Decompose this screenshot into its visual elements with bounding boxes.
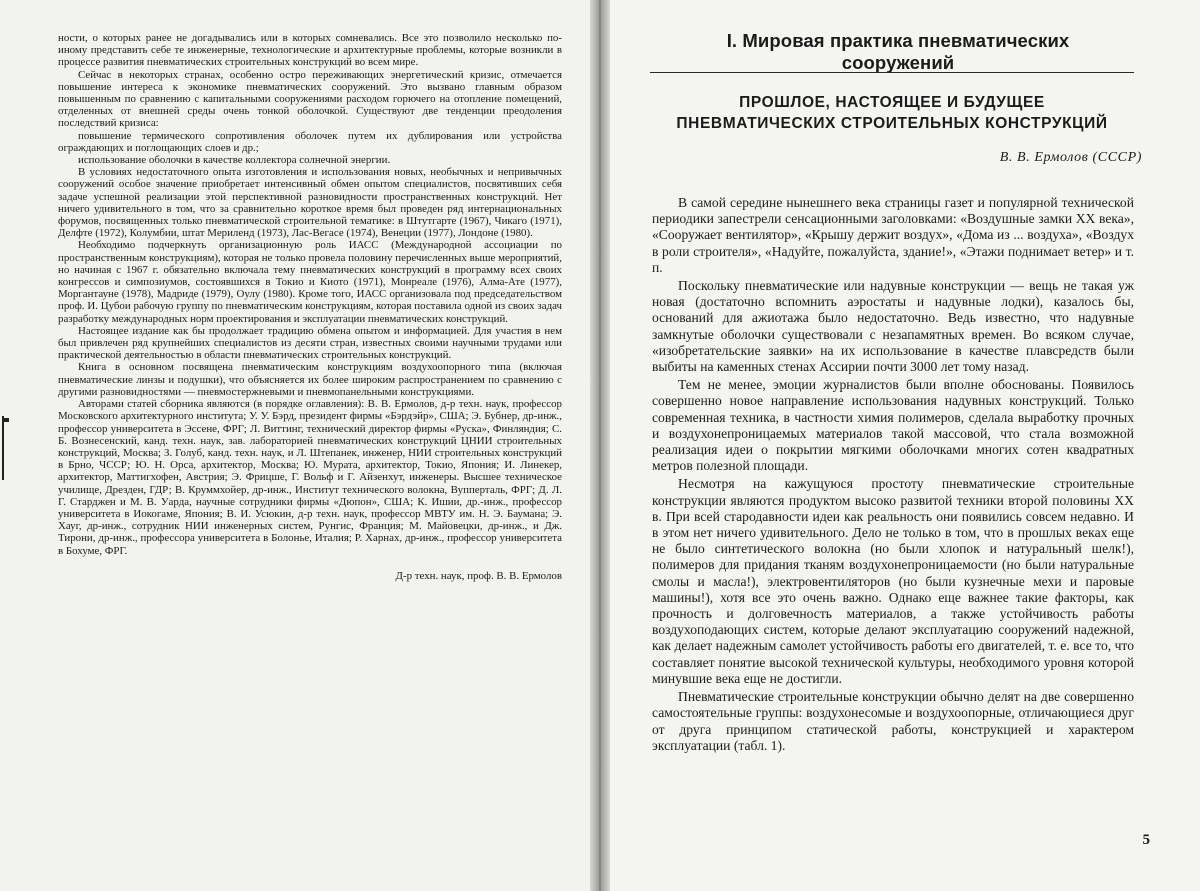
article-title-line: ПНЕВМАТИЧЕСКИХ СТРОИТЕЛЬНЫХ КОНСТРУКЦИЙ <box>676 115 1108 132</box>
left-paragraph: ности, о которых ранее не догадывались или в которых сомневались. Все это позволило несколько по-иному представить себе те инженерные, технологические и архитектурные проблемы, которые возникли в процессе развития пневматических строительных конструкций во всем мире. <box>58 32 562 69</box>
preface-signature: Д-р техн. наук, проф. В. В. Ермолов <box>395 569 562 582</box>
article-title-line: ПРОШЛОЕ, НАСТОЯЩЕЕ И БУДУЩЕЕ <box>739 94 1045 111</box>
left-list-item: использование оболочки в качестве коллектора солнечной энергии. <box>78 154 391 167</box>
section-divider <box>650 72 1134 73</box>
page-number: 5 <box>1142 832 1150 848</box>
left-paragraph: В условиях недостаточного опыта изготовления и использования новых, необычных и непривычных сооружений особое значение приобретает интенсивный обмен опытом специалистов, посвятивших себя задаче успешной реализации этой перспективной разновидности пространственных конструкций. Нет ничего удивительного в том, что за сравнительно короткое время был проведен ряд интернациональных форумов, посвященных только пневматической строительной тематике: в Штутгарте (1967), Чикаго (1971), Делфте (1972), Колумбии, штат Мериленд (1973), Лас-Вегасе (1974), Венеции (1977), Лондоне (1980). <box>58 166 562 240</box>
left-paragraph: Настоящее издание как бы продолжает традицию обмена опытом и информацией. Для участия в нем был привлечен ряд крупнейших специалистов из десяти стран, известных своими научными трудами или практической деятельностью в области пневматических строительных конструкций. <box>58 324 562 362</box>
book-gutter <box>590 0 610 891</box>
left-page <box>0 0 590 891</box>
left-page-text <box>58 32 562 582</box>
left-paragraph: Необходимо подчеркнуть организационную роль ИАСС (Международной ассоциации по пространственным конструкциям), которая не только провела половину перечисленных выше мероприятий, но начиная с 1967 г. обязательно включала тему пневматических конструкций в программу всех своих конгрессов и симпозиумов, состоявшихся в Токио и Киото (1971), Монреале (1976), Алма-Ате (1977), Моргантауне (1978), Мадриде (1979), Оулу (1980). Кроме того, ИАСС организовала под председательством проф. И. Цубои рабочую группу по пневматическим конструкциям, которая поставила одной из своих задач разработку международных норм проектирования и эксплуатации пневматических конструкций. <box>58 239 562 325</box>
margin-mark <box>2 416 4 480</box>
right-paragraph: Несмотря на кажущуюся простоту пневматические строительные конструкции являются продуктом высоко развитой техники второй половины XX в. При всей стародавности идеи как реальность они появились совсем недавно. И в этом нет ничего удивительного. Дело не только в том, что в прошлых веках еще не было синтетического волокна (но были хлопок и натуральный шелк!), полимеров для придания тканям воздухонепроницаемости (но были натуральные смолы и масла!), электровентиляторов (но были кузнечные мехи и паровые машины!), хотя все это очень важно. Однако еще важнее такие факторы, как прочность и долговечность материалов, а также устойчивость работы воздухоподающих систем, которые делают эксплуатацию сооружений надежной, как делает надежным самолет устойчивость работы его двигателей, т. е. все то, что составляет понятие высокой технической культуры, необходимого уровня которой минувшие века еще не достигли. <box>652 476 1134 686</box>
section-title: I. Мировая практика пневматических сооружений <box>726 30 1070 73</box>
article-author: В. В. Ермолов (СССР) <box>999 150 1142 165</box>
left-paragraph: Авторами статей сборника являются (в порядке оглавления): В. В. Ермолов, д-р техн. наук, профессор Московского архитектурного института; У. У. Бэрд, президент фирмы «Бэрдэйр», США; Э. Бубнер, др-инж., профессор университета в Эссене, ФРГ; Л. Виттинг, технический директор фирмы «Руска», Финляндия; С. Б. Вознесенский, канд. техн. наук, зав. лабораторией пневматических конструкций ЦНИИ строительных конструкций, Москва; З. Голуб, канд. техн. наук, и Л. Штепанек, инженер, НИИ строительных конструкций в Брно, ЧССР; Ю. Н. Орса, архитектор, Москва; Ю. Мурата, архитектор, Токио, Япония; И. Линекер, архитектор, Маттигхофен, Австрия; Э. Фрицше, Г. Вольф и Г. Айзенхут, инженеры. Высшее техническое училище, Дрезден, ГДР; В. Круммхойер, др-инж., Институт технического волокна, Вупперталь, ФРГ; Д. Л. Г. Старджен и М. В. Уарда, научные сотрудники фирмы «Дюпон», США; К. Ишии, др.-инж., профессор университета в Иокогаме, Япония; В. И. Усюкин, д-р техн. наук, профессор МВТУ им. Н. Э. Баумана; Э. Хауг, др-инж., сотрудник НИИ инженерных систем, Рунгис, Франция; М. Майовецки, др-инж., и Дж. Тирони, др-инж., профессора университета в Болонье, Италия; Р. Харнах, др-инж., профессор университета в Бохуме, ФРГ. <box>58 398 562 557</box>
right-page-text <box>652 195 1134 756</box>
left-list-item: повышение термического сопротивления оболочек путем их дублирования или устройства ограждающих и поглощающих слоев и др.; <box>58 129 562 154</box>
left-paragraph: Сейчас в некоторых странах, особенно остро переживающих энергетический кризис, отмечается повышение интереса к экономике пневматических сооружений. Это вызвано главным образом повышенным по сравнению с капитальными сооружениями расходом горючего на отопление помещений, отделенных от внешней среды очень тонкой оболочкой. Существуют две тенденции преодоления последствий кризиса: <box>58 68 562 130</box>
right-paragraph: Тем не менее, эмоции журналистов были вполне обоснованы. Появилось совершенно новое направление использования надувных конструкций. Только современная техника, в частности химия полимеров, сделала выработку прочных и воздухонепроницаемых материалов такой массовой, что стала возможной реализация идеи о покрытии мягкими оболочками многих сотен квадратных метров полезной площади. <box>652 377 1134 474</box>
right-paragraph: В самой середине нынешнего века страницы газет и популярной технической периодики запестрели сенсационными заголовками: «Воздушные замки XX века», «Сооружает вентилятор», «Крышу держит воздух», «Дома из ... воздуха», «Воздух в роли строителя», «Надуйте, пожалуйста, здание!», «Этажи поднимает ветер» и т. п. <box>652 195 1134 275</box>
right-paragraph: Пневматические строительные конструкции обычно делят на две совершенно самостоятельные группы: воздухонесомые и воздухоопорные, отличающиеся друг от друга принципом статической работы, конструкцией и характером эксплуатации (табл. 1). <box>652 689 1134 753</box>
article-title <box>650 92 1134 134</box>
margin-mark-tick <box>2 418 9 422</box>
right-paragraph: Поскольку пневматические или надувные конструкции — вещь не такая уж новая (достаточно вспомнить аэростаты и надувные лодки), казалось бы, оснований для ажиотажа было недостаточно. Ведь известно, что надувные замкнутые оболочки существовали с незапамятных времен. Во всяком случае, «изобретательские заявки» на их использование в качестве плавсредств были выбиты на каменных стенах Ассирии почти 3000 лет тому назад. <box>652 278 1134 375</box>
left-paragraph: Книга в основном посвящена пневматическим конструкциям воздухоопорного типа (включая пневматические линзы и подушки), что объясняется их более широким распространением по сравнению с другими разновидностями — пневмостержневыми и пневмопанельными конструкциями. <box>58 361 562 398</box>
